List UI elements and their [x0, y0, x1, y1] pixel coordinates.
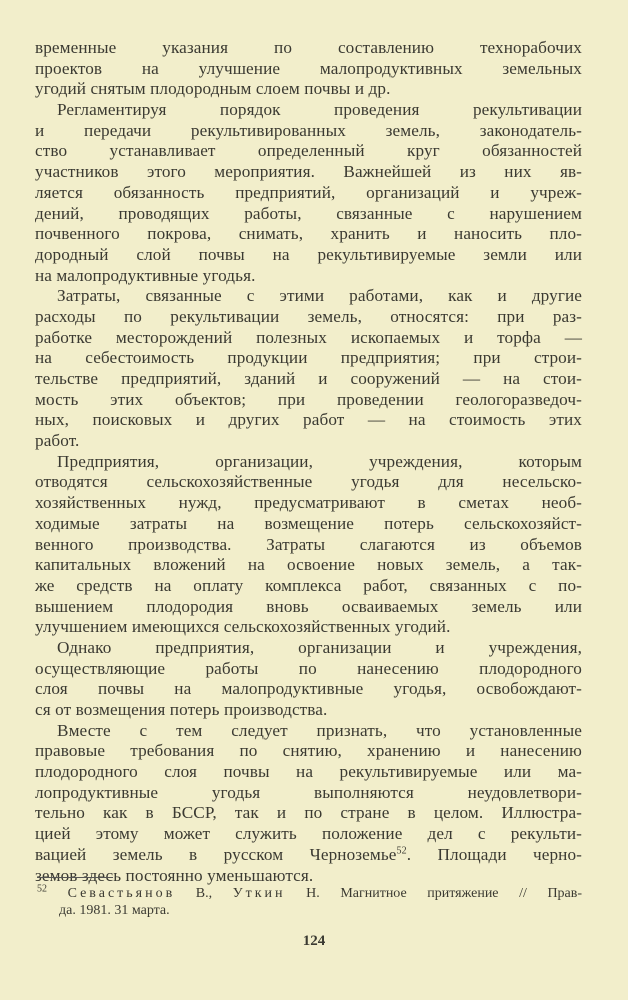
text-line: на себестоимость продукции предприятия; при строи-	[35, 348, 582, 368]
text-line: временные указания по составлению технорабочих	[35, 38, 582, 57]
text-line: вацией земель в русском Черноземье$^{52}$. Площади черно-	[35, 844, 582, 864]
text-line: осуществляющие работы по нанесению плодородного	[35, 658, 582, 678]
text-line: участников этого мероприятия. Важнейшей из них яв-	[35, 162, 582, 182]
text-line: ходимые затраты на возмещение потерь сельскохозяйст-	[35, 513, 582, 533]
footnote	[37, 885, 582, 919]
text-line: венного производства. Затраты слагаются из объемов	[35, 534, 582, 554]
text-line: почвенного покрова, снимать, хранить и наносить пло-	[35, 224, 582, 244]
text-line: Затраты, связанные с этими работами, как и другие	[57, 286, 582, 306]
text-line: ляется обязанность предприятий, организаций и учреж-	[35, 182, 582, 202]
text-line: же средств на оплату комплекса работ, связанных с по-	[35, 575, 582, 595]
footnote-author: Севастьянов	[67, 886, 176, 901]
text-line: улучшением имеющихся сельскохозяйственных угодий.	[35, 617, 451, 637]
text-line: на малопродуктивные угодья.	[35, 265, 256, 285]
text-line: ся от возмещения потерь производства.	[35, 700, 328, 719]
text-line: ных, поисковых и других работ — на стоимость этих	[35, 410, 582, 430]
text-line: расходы по рекультивации земель, относятся: при раз-	[35, 306, 582, 326]
paragraph	[35, 286, 582, 452]
text-line: и передачи рекультивированных земель, законодатель-	[35, 120, 582, 140]
page-number: 124	[302, 933, 326, 949]
text-line: Вместе с тем следует признать, что установленные	[57, 720, 582, 740]
text-line: угодий снятым плодородным слоем почвы и др.	[35, 79, 391, 99]
text-line: Регламентируя порядок проведения рекультивации	[57, 100, 582, 120]
footnote-line: да. 1981. 31 марта.	[59, 903, 170, 918]
text-line: дородный слой почвы на рекультивируемые земли или	[35, 244, 582, 264]
paragraph	[35, 638, 582, 721]
text-line: тельно как в БССР, так и по стране в целом. Иллюстра-	[35, 803, 582, 823]
footnote-author: Уткин	[232, 886, 286, 901]
text-line: мость этих объектов; при проведении геологоразведоч-	[35, 389, 582, 409]
paragraph	[35, 452, 582, 638]
footnote-reference[interactable]: 52	[396, 845, 407, 857]
text-line: вышением плодородия вновь осваиваемых земель или	[35, 596, 582, 616]
text-line: работке месторождений полезных ископаемых и торфа —	[35, 327, 582, 347]
text-line: тельстве предприятий, зданий и сооружений — на стои-	[35, 369, 582, 388]
body-text	[35, 38, 582, 886]
footnote-line	[37, 885, 582, 902]
text-line: работ.	[35, 431, 80, 451]
text-line: правовые требования по снятию, хранению и нанесению	[35, 741, 582, 761]
text-line: дений, проводящих работы, связанные с нарушением	[35, 203, 582, 223]
text-line: лопродуктивные угодья выполняются неудовлетвори-	[35, 782, 582, 802]
footnote-divider	[37, 877, 113, 878]
footnote-marker: 52	[37, 883, 47, 895]
text-line: отводятся сельскохозяйственные угодья для несельско-	[35, 472, 582, 492]
text-line: цией этому может служить положение дел с рекульти-	[35, 824, 582, 844]
text-line: плодородного слоя почвы на рекультивируемые или ма-	[35, 762, 582, 782]
text-line: капитальных вложений на освоение новых земель, а так-	[35, 555, 582, 575]
text-line: Однако предприятия, организации и учреждения,	[57, 637, 582, 657]
text-line: Предприятия, организации, учреждения, которым	[57, 451, 582, 471]
text-line: проектов на улучшение малопродуктивных земельных	[35, 58, 582, 78]
text-line: хозяйственных нужд, предусматривают в сметах необ-	[35, 493, 582, 513]
paragraph	[35, 721, 582, 887]
text-line: слоя почвы на малопродуктивные угодья, освобождают-	[35, 679, 582, 699]
text-line: ство устанавливает определенный круг обязанностей	[35, 141, 582, 161]
text-line: земов здесь постоянно уменьшаются.	[35, 865, 314, 885]
paragraph	[35, 38, 582, 100]
paragraph	[35, 100, 582, 286]
footnote-initial: Н.	[306, 886, 320, 901]
footnote-title: Магнитное притяжение // Прав-	[340, 886, 583, 901]
footnote-initial: В.,	[195, 886, 213, 901]
